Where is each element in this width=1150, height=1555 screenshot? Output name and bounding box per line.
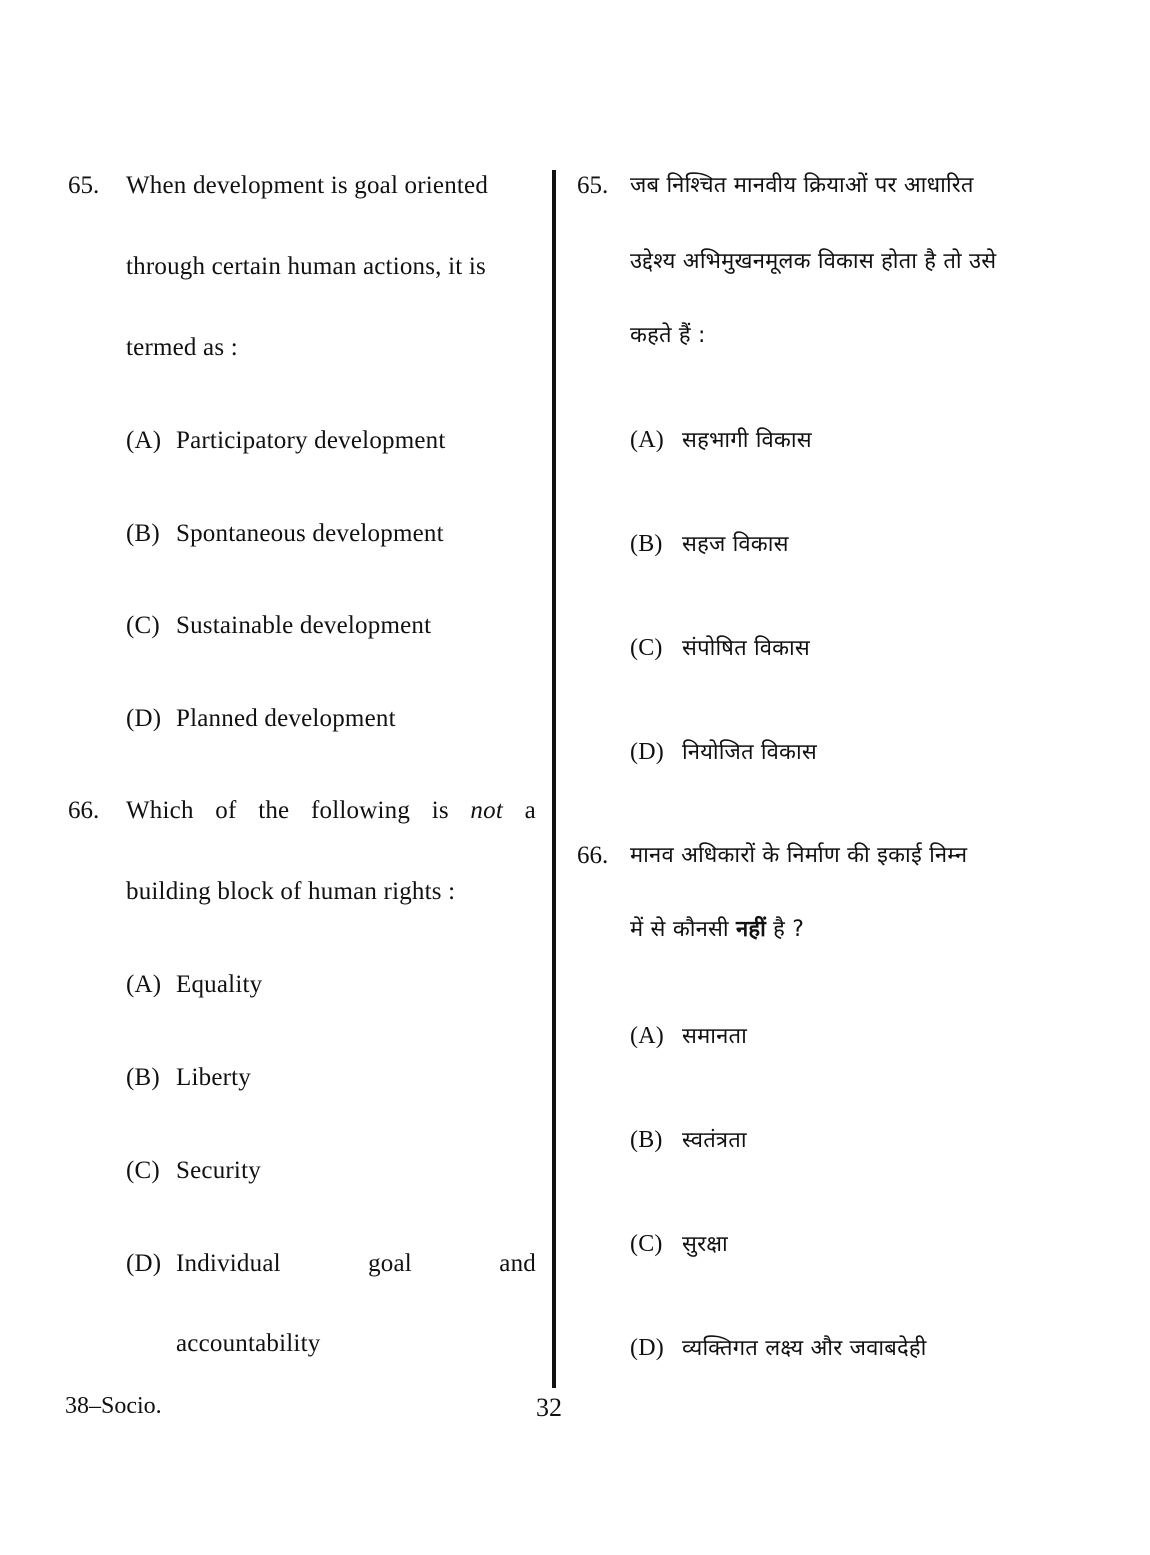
paper-code: 38–Socio. [65, 1393, 162, 1419]
option-letter: (C) [630, 1231, 663, 1257]
emphasis-not: not [470, 797, 503, 824]
option-text: Liberty [176, 1064, 251, 1091]
option-text: नियोजित विकास [682, 740, 817, 765]
option-text: सहज विकास [682, 532, 789, 557]
right-q65-option-a [630, 424, 812, 457]
right-q66-option-a [630, 1020, 747, 1053]
line-text: में से कौनसी [630, 917, 736, 942]
column-divider [552, 170, 556, 1388]
right-q66-option-b [630, 1124, 747, 1157]
page-number: 32 [536, 1393, 562, 1422]
word: and [499, 1250, 536, 1277]
line-text: है ? [765, 917, 805, 942]
option-text: Planned development [176, 705, 396, 732]
left-q66-option-d-continuation: accountability [176, 1330, 321, 1357]
option-letter: (C) [630, 635, 663, 661]
word: of [215, 797, 237, 824]
option-text: व्यक्तिगत लक्ष्य और जवाबदेही [682, 1336, 927, 1361]
option-letter: (A) [630, 427, 664, 453]
right-q66-line-1: मानव अधिकारों के निर्माण की इकाई निम्न [630, 843, 968, 868]
option-text: संपोषित विकास [682, 636, 811, 661]
right-q65-line-3: कहते हैं : [630, 323, 706, 348]
left-q66-line-2: building block of human rights : [126, 878, 456, 905]
option-text: सहभागी विकास [682, 428, 812, 453]
option-letter: (B) [126, 1064, 160, 1091]
option-letter: (D) [630, 739, 664, 765]
right-q65-option-b [630, 528, 789, 561]
right-q66-number: 66. [577, 842, 609, 869]
option-letter: (B) [630, 531, 663, 557]
option-letter: (B) [126, 520, 160, 547]
option-letter: (A) [126, 971, 162, 998]
word: goal [368, 1250, 412, 1277]
left-q65-option-a [126, 425, 446, 457]
word: following [311, 797, 411, 824]
option-letter: (C) [126, 1157, 160, 1184]
left-q66-option-b [126, 1062, 251, 1094]
option-letter: (D) [126, 705, 162, 732]
left-q66-line-1 [126, 795, 536, 827]
option-text: Participatory development [176, 427, 446, 454]
option-text: Security [176, 1157, 261, 1184]
left-q66-option-c [126, 1155, 261, 1187]
option-text: Equality [176, 971, 263, 998]
option-text: सुरक्षा [682, 1232, 728, 1257]
option-letter: (B) [630, 1127, 663, 1153]
word: Which [126, 797, 194, 824]
right-q65-line-2: उद्देश्य अभिमुखनमूलक विकास होता है तो उसे [630, 249, 997, 274]
left-q66-number: 66. [68, 797, 100, 824]
left-q65-line-3: termed as : [126, 334, 238, 361]
right-q65-option-d [630, 736, 817, 769]
left-q65-option-c [126, 610, 431, 642]
right-q66-option-d [630, 1332, 926, 1365]
right-q66-option-c [630, 1228, 728, 1261]
left-q66-option-d [126, 1248, 536, 1280]
left-q65-line-1: When development is goal oriented [126, 172, 489, 199]
word: is [431, 797, 449, 824]
option-text: Spontaneous development [176, 520, 444, 547]
word: Individual [176, 1250, 281, 1277]
option-letter: (C) [126, 612, 160, 639]
right-q65-number: 65. [577, 172, 609, 199]
option-letter: (A) [630, 1023, 664, 1049]
option-letter: (D) [126, 1250, 162, 1277]
right-q66-line-2 [630, 914, 804, 946]
option-text: समानता [682, 1024, 747, 1049]
option-text [176, 1248, 536, 1280]
option-text: स्वतंत्रता [682, 1128, 747, 1153]
word: the [258, 797, 290, 824]
left-q65-option-d [126, 703, 396, 735]
left-q65-number: 65. [68, 172, 100, 199]
left-q65-option-b [126, 518, 444, 550]
word: a [524, 797, 536, 824]
emphasis-not: नहीं [735, 917, 766, 942]
left-q66-option-a [126, 969, 262, 1001]
option-letter: (A) [126, 427, 162, 454]
option-text: Sustainable development [176, 612, 432, 639]
right-q65-line-1: जब निश्चित मानवीय क्रियाओं पर आधारित [630, 173, 974, 198]
right-q65-option-c [630, 632, 810, 665]
option-letter: (D) [630, 1335, 664, 1361]
left-q65-line-2: through certain human actions, it is [126, 253, 486, 280]
